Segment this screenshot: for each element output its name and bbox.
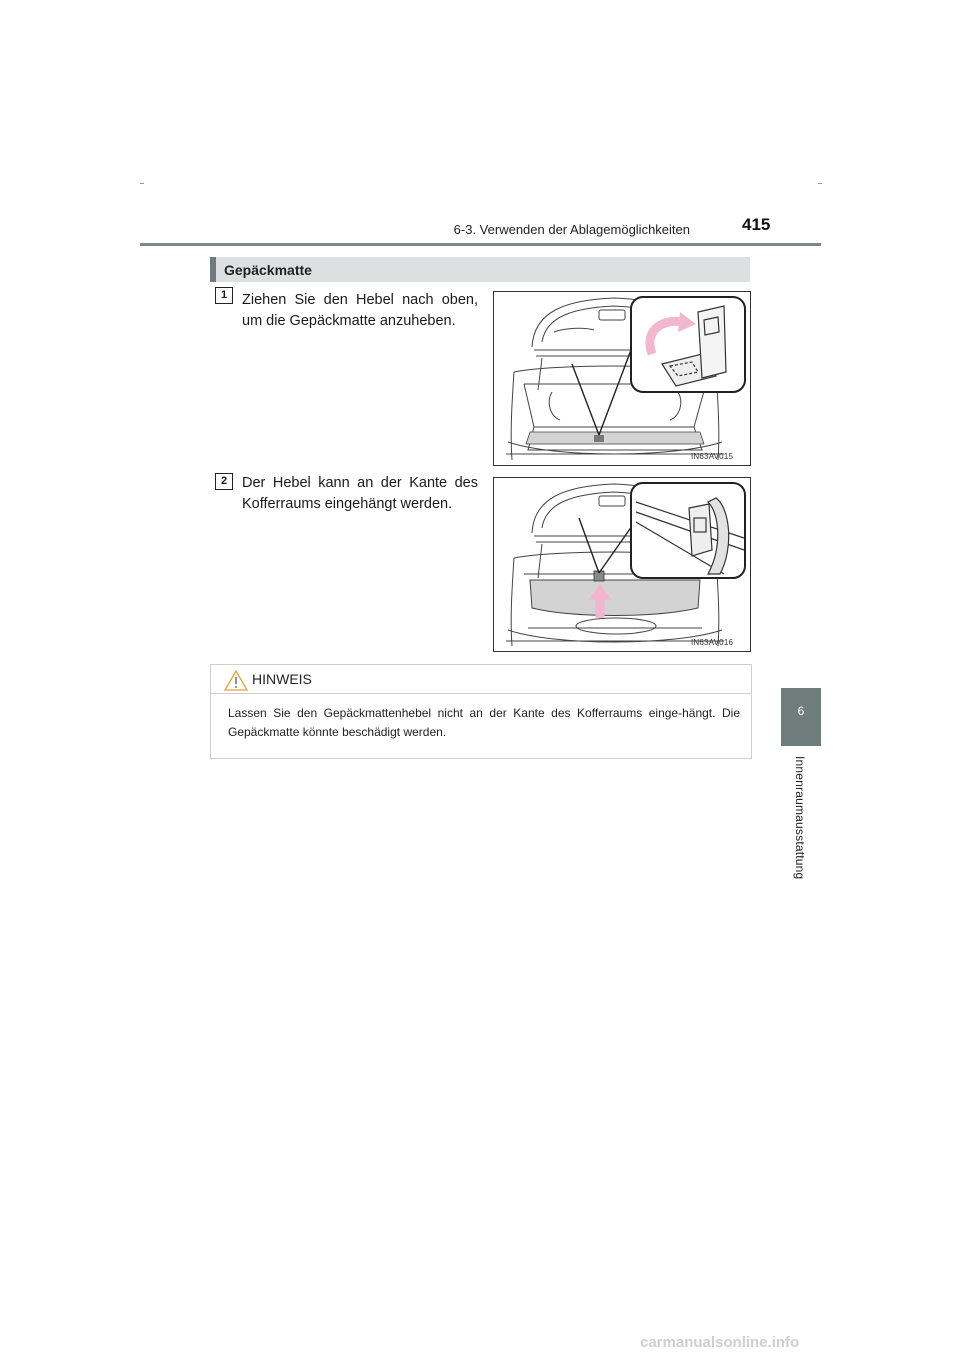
section-heading-accent bbox=[210, 257, 216, 282]
page-number: 415 bbox=[742, 215, 771, 234]
notice-divider bbox=[210, 693, 752, 694]
header-title: 6-3. Verwenden der Ablagemöglichkeiten bbox=[453, 222, 690, 237]
figure-code-1: IN63AV015 bbox=[691, 452, 734, 461]
step-number-2: 2 bbox=[215, 473, 233, 490]
header-rule bbox=[140, 243, 821, 246]
footer-watermark: carmanualsonline.info bbox=[640, 1334, 800, 1351]
step-text-1: Ziehen Sie den Hebel nach oben, um die Gepäckmatte anzuheben. bbox=[242, 292, 478, 329]
crop-mark-left bbox=[140, 183, 144, 184]
trunk-illustration-2 bbox=[494, 478, 750, 651]
figure-trunk-lift-mat bbox=[493, 291, 751, 466]
notice-title: HINWEIS bbox=[252, 671, 312, 687]
step-text-2: Der Hebel kann an der Kante des Kofferraums eingehängt werden. bbox=[242, 475, 478, 512]
chapter-number: 6 bbox=[797, 704, 805, 718]
warning-triangle-icon bbox=[224, 670, 248, 696]
figure-trunk-hook-lever bbox=[493, 477, 751, 652]
trunk-illustration-1 bbox=[494, 292, 750, 465]
section-title: Gepäckmatte bbox=[224, 262, 312, 278]
step-number-1: 1 bbox=[215, 287, 233, 304]
crop-mark-right bbox=[818, 183, 822, 184]
figure-code-2: IN63AV016 bbox=[691, 638, 734, 647]
notice-text: Lassen Sie den Gepäckmattenhebel nicht an der Kante des Kofferraums einge-hängt. Die Gepäckmatte könnte beschädigt werden. bbox=[228, 706, 740, 739]
chapter-label: Innenraumausstattung bbox=[793, 756, 807, 880]
